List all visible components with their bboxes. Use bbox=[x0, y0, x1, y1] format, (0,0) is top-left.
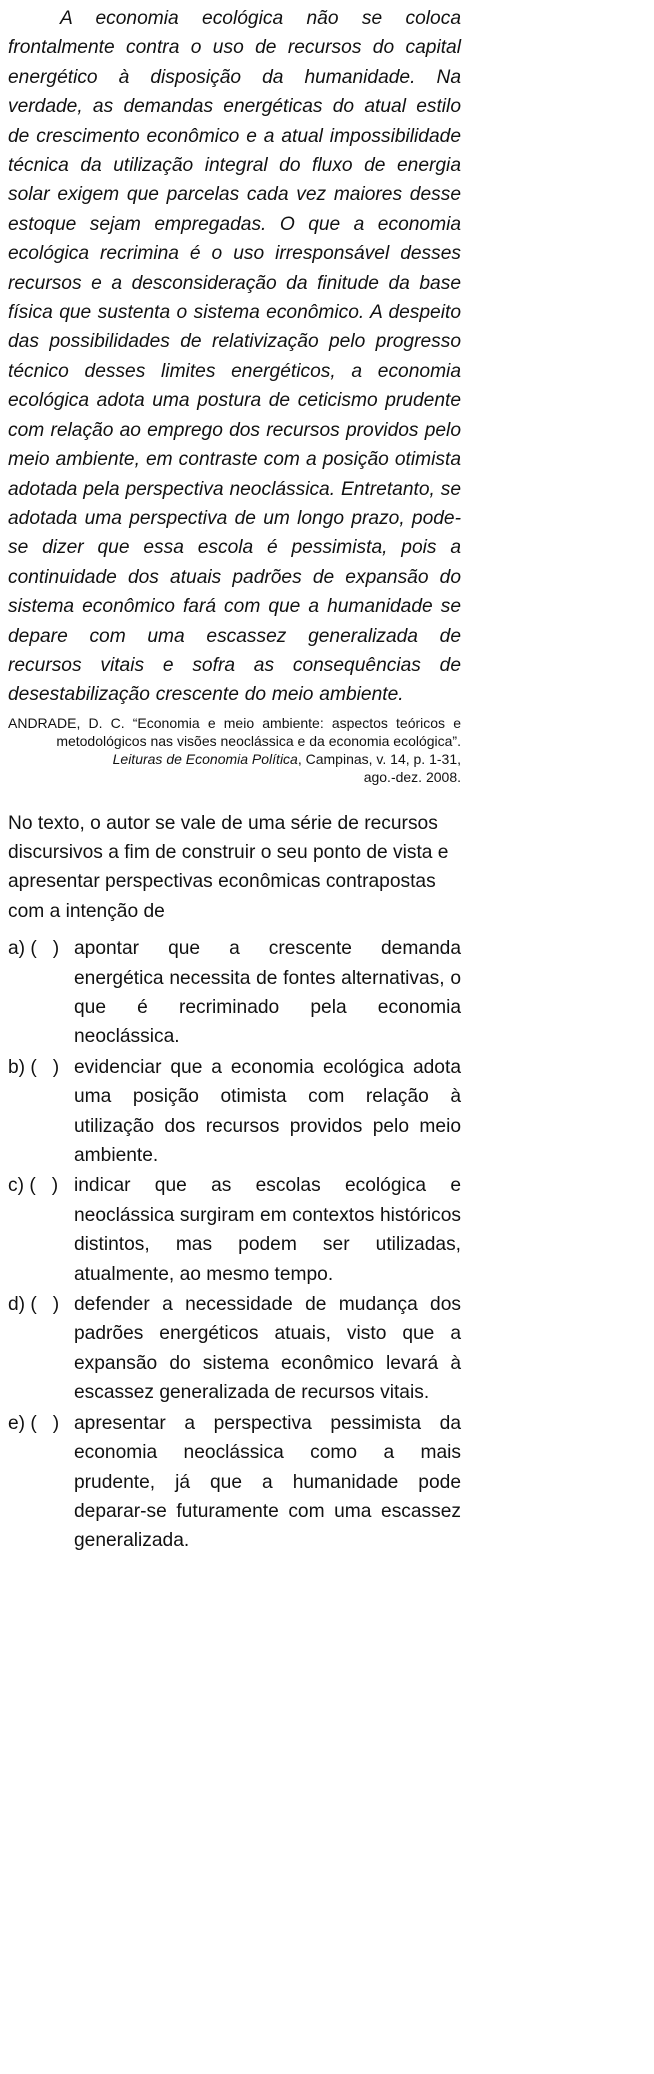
citation-line-2: metodológicos nas visões neoclássica e da economia ecológica”. bbox=[56, 732, 461, 749]
passage-text: A economia ecológica não se coloca frontalmente contra o uso de recursos do capital energético à disposição da humanidade. Na verdade, as demandas energéticas do atual estilo de crescimento econômico e a atual impossibilidade técnica da utilização integral do fluxo de energia solar exigem que parcelas cada vez maiores desse estoque sejam empregadas. O que a economia ecológica recrimina é o uso irresponsável desses recursos e a desconsideração da finitude da base física que sustenta o sistema econômico. A despeito das possibilidades de relativização pelo progresso técnico desses limites energéticos, a economia ecológica adota uma postura de ceticismo prudente com relação ao emprego dos recursos providos pelo meio ambiente, em contraste com a posição otimista adotada pela perspectiva neoclássica. Entretanto, se adotada uma perspectiva de um longo prazo, pode-se dizer que essa escola é pessimista, pois a continuidade dos atuais padrões de expansão do sistema econômico fará com que a humanidade se depare com uma escassez generalizada de recursos vitais e sofra as consequências de desestabilização crescente do meio ambiente. bbox=[8, 8, 461, 706]
option-b-marker[interactable]: b) ( ) bbox=[8, 1056, 60, 1078]
source-citation bbox=[8, 714, 461, 787]
option-d[interactable] bbox=[8, 1290, 461, 1408]
option-d-marker[interactable]: d) ( ) bbox=[8, 1294, 60, 1316]
option-c-marker[interactable]: c) ( ) bbox=[8, 1175, 59, 1197]
citation-line-3 bbox=[8, 750, 461, 768]
option-e-marker[interactable]: e) ( ) bbox=[8, 1412, 60, 1434]
option-a-text: apontar que a crescente demanda energética necessita de fontes alternativas, o que é recriminado pela economia neoclássica. bbox=[74, 938, 461, 1048]
option-a-marker[interactable]: a) ( ) bbox=[8, 938, 60, 960]
option-e-text: apresentar a perspectiva pessimista da economia neoclássica como a mais prudente, já que a humanidade pode deparar-se futuramente com uma escassez generalizada. bbox=[74, 1412, 461, 1552]
answer-options bbox=[8, 934, 461, 1556]
option-c[interactable] bbox=[8, 1171, 461, 1289]
option-b[interactable] bbox=[8, 1053, 461, 1171]
option-e[interactable] bbox=[8, 1409, 461, 1556]
exam-question-page bbox=[8, 4, 461, 1557]
option-d-text: defender a necessidade de mudança dos padrões energéticos atuais, visto que a expansão do sistema econômico levará à escassez generalizada de recursos vitais. bbox=[74, 1294, 461, 1404]
option-a[interactable] bbox=[8, 934, 461, 1052]
option-b-text: evidenciar que a economia ecológica adota uma posição otimista com relação à utilização dos recursos providos pelo meio ambiente. bbox=[74, 1056, 461, 1167]
citation-details: , Campinas, v. 14, p. 1-31, bbox=[297, 751, 461, 768]
citation-journal: Leituras de Economia Política bbox=[112, 751, 298, 768]
citation-line-1: ANDRADE, D. C. “Economia e meio ambiente: aspectos teóricos e bbox=[8, 714, 461, 731]
question-stem: No texto, o autor se vale de uma série de recursos discursivos a fim de construir o seu ponto de vista e apresentar perspectivas econômicas contrapostas com a intenção de bbox=[8, 812, 449, 922]
option-c-text: indicar que as escolas ecológica e neoclássica surgiram em contextos históricos distintos, mas podem ser utilizadas, atualmente, ao mesmo tempo. bbox=[74, 1175, 461, 1285]
citation-line-4: ago.-dez. 2008. bbox=[363, 769, 461, 786]
